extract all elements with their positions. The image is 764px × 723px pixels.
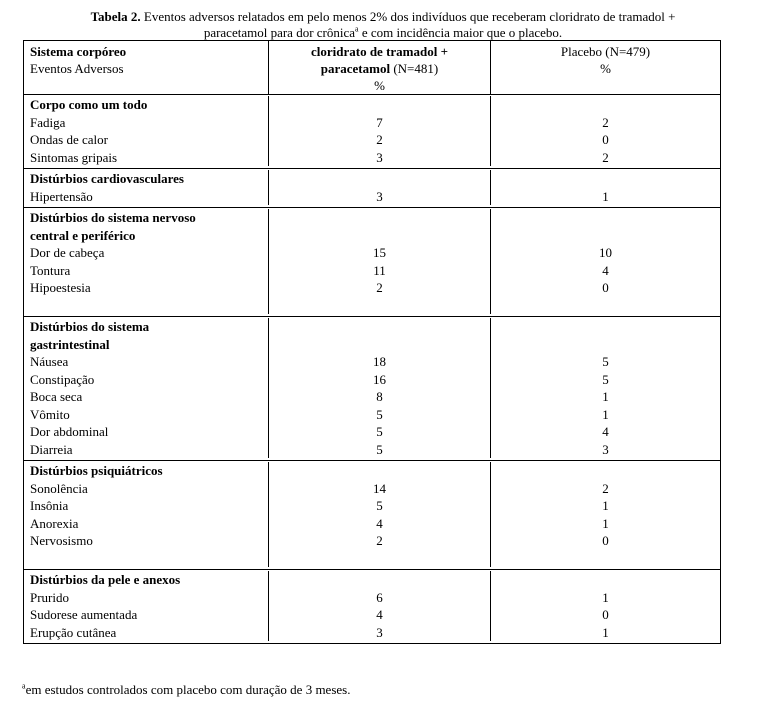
table-footnote — [22, 682, 350, 698]
header-placebo-percent: % — [600, 61, 611, 76]
tramadol-value: 2 — [376, 533, 383, 548]
caption-text-1: Eventos adversos relatados em pelo menos 2% dos indivíduos que receberam cloridrato de tramadol + — [140, 9, 676, 24]
tramadol-value: 11 — [373, 262, 386, 278]
placebo-value: 1 — [602, 589, 609, 605]
event-name: Sonolência — [30, 480, 88, 496]
placebo-value: 5 — [602, 371, 609, 387]
table-section-row — [24, 168, 720, 207]
tramadol-value: 5 — [376, 424, 383, 439]
tramadol-value: 7 — [376, 114, 383, 130]
table-section-row — [24, 316, 720, 460]
tramadol-value: 5 — [376, 441, 383, 457]
section-title: central e periférico — [30, 227, 136, 243]
tramadol-value: 3 — [376, 188, 383, 204]
section-title: Distúrbios da pele e anexos — [30, 572, 181, 587]
tramadol-value: 16 — [373, 371, 386, 387]
event-name: Vômito — [30, 406, 70, 422]
section-title: Distúrbios do sistema — [30, 319, 150, 334]
placebo-value: 2 — [602, 480, 609, 496]
section-tramadol-cell — [269, 571, 491, 641]
footnote-mark: a — [22, 681, 26, 691]
placebo-value: 10 — [599, 245, 612, 260]
event-name: Tontura — [30, 262, 71, 278]
section-title: Corpo como um todo — [30, 97, 148, 112]
tramadol-value: 4 — [376, 607, 383, 622]
placebo-value: 0 — [602, 280, 609, 295]
tramadol-value: 5 — [376, 498, 383, 513]
header-tramadol-percent: % — [374, 78, 385, 93]
placebo-value: 1 — [602, 624, 609, 640]
event-name: Constipação — [30, 371, 95, 387]
header-cell-system — [24, 41, 269, 94]
tramadol-value: 2 — [376, 132, 383, 147]
section-placebo-cell — [491, 318, 720, 458]
placebo-value: 3 — [602, 441, 609, 457]
placebo-value: 1 — [602, 515, 609, 531]
table-section-row — [24, 207, 720, 316]
event-name: Anorexia — [30, 515, 79, 531]
header-cell-tramadol — [269, 41, 491, 94]
section-events-cell — [24, 170, 269, 205]
caption-footnote-mark: a — [355, 24, 359, 34]
footnote-text: em estudos controlados com placebo com duração de 3 meses. — [25, 682, 351, 697]
header-system-label: Sistema corpóreo — [30, 44, 127, 59]
event-name: Insônia — [30, 498, 69, 513]
table-section-row — [24, 460, 720, 569]
event-name: Nervosismo — [30, 533, 93, 548]
section-placebo-cell — [491, 170, 720, 205]
section-tramadol-cell — [269, 96, 491, 166]
placebo-value: 0 — [602, 132, 609, 147]
tramadol-value: 18 — [373, 354, 386, 369]
tramadol-value: 15 — [373, 245, 386, 260]
event-name: Sudorese aumentada — [30, 607, 138, 622]
section-title: gastrintestinal — [30, 336, 110, 352]
section-tramadol-cell — [269, 209, 491, 314]
tramadol-value: 8 — [376, 389, 383, 404]
section-title: Distúrbios do sistema nervoso — [30, 210, 196, 225]
event-name: Diarreia — [30, 441, 73, 457]
section-events-cell — [24, 462, 269, 567]
section-placebo-cell — [491, 462, 720, 567]
tramadol-value: 14 — [373, 480, 386, 496]
table-header-row — [24, 41, 720, 94]
section-tramadol-cell — [269, 170, 491, 205]
tramadol-value: 2 — [376, 280, 383, 295]
section-events-cell — [24, 96, 269, 166]
event-name: Dor abdominal — [30, 424, 109, 439]
placebo-value: 1 — [602, 389, 609, 404]
section-events-cell — [24, 318, 269, 458]
section-title: Distúrbios psiquiátricos — [30, 463, 163, 478]
event-name: Sintomas gripais — [30, 149, 118, 165]
tramadol-value: 6 — [376, 589, 383, 605]
caption-text-3: e com incidência maior que o placebo. — [358, 25, 563, 40]
placebo-value: 4 — [602, 262, 609, 278]
table-caption — [18, 9, 748, 41]
placebo-value: 2 — [602, 114, 609, 130]
caption-label: Tabela 2. — [90, 9, 141, 24]
section-tramadol-cell — [269, 318, 491, 458]
tramadol-value: 4 — [376, 515, 383, 531]
event-name: Ondas de calor — [30, 132, 108, 147]
event-name: Dor de cabeça — [30, 245, 105, 260]
section-events-cell — [24, 571, 269, 641]
section-events-cell — [24, 209, 269, 314]
event-name: Náusea — [30, 354, 69, 369]
placebo-value: 0 — [602, 533, 609, 548]
event-name: Fadiga — [30, 114, 66, 130]
placebo-value: 4 — [602, 424, 609, 439]
event-name: Prurido — [30, 589, 69, 605]
event-name: Hipoestesia — [30, 280, 91, 295]
header-tramadol-line2-bold: paracetamol — [320, 61, 391, 76]
placebo-value: 2 — [602, 149, 609, 165]
section-placebo-cell — [491, 571, 720, 641]
header-tramadol-n: (N=481) — [390, 61, 439, 76]
event-name: Erupção cutânea — [30, 624, 117, 640]
section-tramadol-cell — [269, 462, 491, 567]
adverse-events-table — [23, 40, 721, 644]
placebo-value: 1 — [602, 498, 609, 513]
placebo-value: 5 — [602, 354, 609, 369]
header-events-label: Eventos Adversos — [30, 61, 124, 76]
header-tramadol-line1: cloridrato de tramadol + — [310, 44, 449, 59]
tramadol-value: 5 — [376, 406, 383, 422]
placebo-value: 1 — [602, 406, 609, 422]
tramadol-value: 3 — [376, 624, 383, 640]
header-placebo-label: Placebo (N=479) — [560, 44, 651, 59]
header-cell-placebo — [491, 41, 720, 94]
table-section-row — [24, 569, 720, 643]
caption-text-2: paracetamol para dor crônica — [203, 25, 356, 40]
section-placebo-cell — [491, 209, 720, 314]
placebo-value: 1 — [602, 188, 609, 204]
section-title: Distúrbios cardiovasculares — [30, 171, 184, 186]
event-name: Hipertensão — [30, 188, 93, 204]
placebo-value: 0 — [602, 607, 609, 622]
section-placebo-cell — [491, 96, 720, 166]
event-name: Boca seca — [30, 389, 83, 404]
table-section-row — [24, 94, 720, 168]
tramadol-value: 3 — [376, 149, 383, 165]
